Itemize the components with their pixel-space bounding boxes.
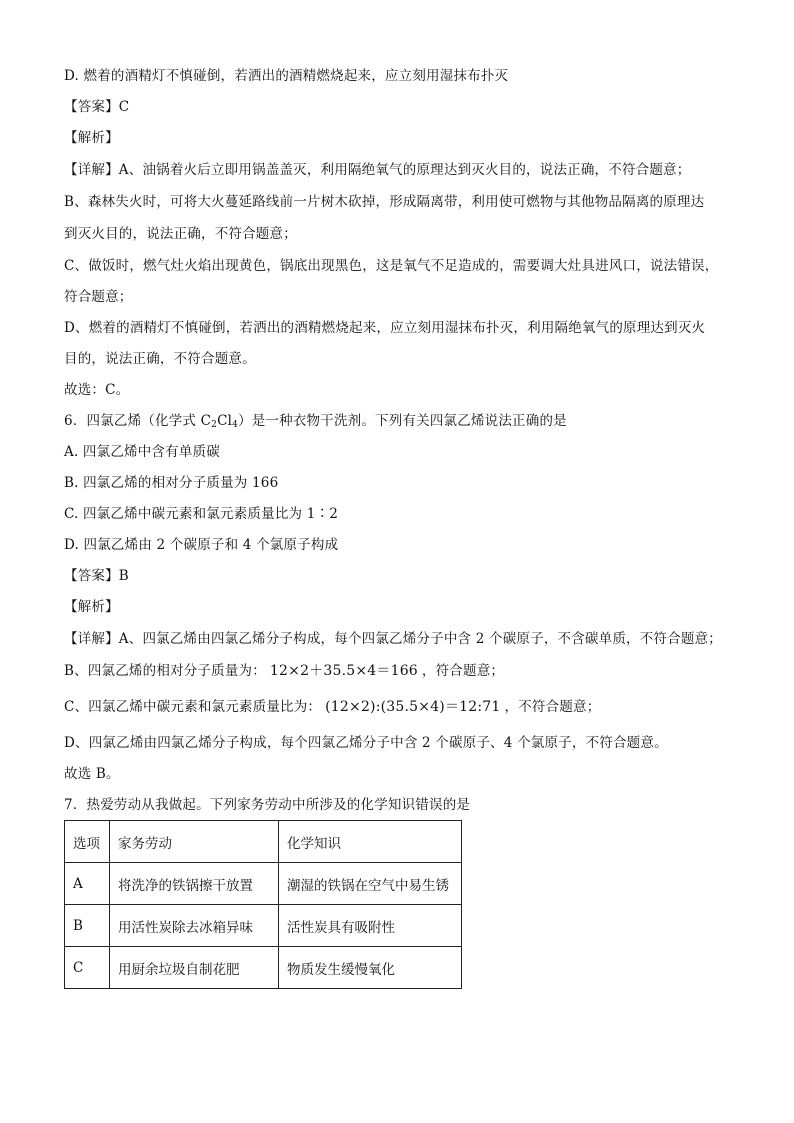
q5-option-d: D. 燃着的酒精灯不慎碰倒，若洒出的酒精燃烧起来，应立刻用湿抹布扑灭 bbox=[64, 68, 509, 84]
q5-detail-a: 【详解】A、油锅着火后立即用锅盖盖灭，利用隔绝氧气的原理达到灭火目的，说法正确，不符合题意； bbox=[64, 162, 691, 178]
table-cell: 潮湿的铁锅在空气中易生锈 bbox=[279, 863, 462, 905]
table-cell: 用活性炭除去冰箱异味 bbox=[110, 905, 279, 947]
q5-answer: 【答案】C bbox=[64, 99, 130, 115]
table-header-cell: 家务劳动 bbox=[110, 821, 279, 863]
q7-stem: 7．热爱劳动从我做起。下列家务劳动中所涉及的化学知识错误的是 bbox=[64, 797, 471, 813]
q6-detail-c-formula: (12×2):(35.5×4)＝12:71 bbox=[325, 699, 501, 715]
q6-stem bbox=[64, 411, 744, 435]
q5-detail-b-line1: B、森林失火时，可将大火蔓延路线前一片树木砍掉，形成隔离带，利用使可燃物与其他物品隔离的原理达 bbox=[64, 194, 705, 210]
q6-option-b: B. 四氯乙烯的相对分子质量为 166 bbox=[64, 475, 279, 491]
table-header-row bbox=[65, 821, 462, 863]
q6-stem-mid: Cl bbox=[217, 413, 233, 429]
q6-detail-c bbox=[64, 697, 744, 717]
table-cell: 物质发生缓慢氧化 bbox=[279, 947, 462, 989]
table-cell: 用厨余垃圾自制花肥 bbox=[110, 947, 279, 989]
q6-detail-c-post: ，不符合题意； bbox=[504, 699, 601, 715]
q6-conclusion: 故选 B。 bbox=[64, 766, 120, 782]
table-cell: A bbox=[65, 863, 110, 905]
q6-stem-sub1: 2 bbox=[211, 420, 218, 430]
q5-detail-b-line2: 到灭火目的，说法正确，不符合题意； bbox=[64, 226, 297, 242]
q6-option-a: A. 四氯乙烯中含有单质碳 bbox=[64, 444, 220, 460]
q6-detail-b-formula: 12×2＋35.5×4＝166 bbox=[269, 663, 418, 679]
q6-detail-d: D、四氯乙烯由四氯乙烯分子构成，每个四氯乙烯分子中含 2 个碳原子、4 个氯原子，不符合题意。 bbox=[64, 735, 668, 751]
q5-detail-d-line2: 目的，说法正确，不符合题意。 bbox=[64, 351, 256, 367]
q5-detail-c-line1: C、做饭时，燃气灶火焰出现黄色，锅底出现黑色，这是氧气不足造成的，需要调大灶具进风口，说法错误， bbox=[64, 258, 719, 274]
table-header-cell: 化学知识 bbox=[279, 821, 462, 863]
table-header-cell: 选项 bbox=[65, 821, 110, 863]
table-cell: 将洗净的铁锅擦干放置 bbox=[110, 863, 279, 905]
table-row bbox=[65, 863, 462, 905]
q5-detail-d-line1: D、燃着的酒精灯不慎碰倒，若洒出的酒精燃烧起来，应立刻用湿抹布扑灭，利用隔绝氧气的原理达到灭火 bbox=[64, 320, 706, 336]
q6-detail-a: 【详解】A、四氯乙烯由四氯乙烯分子构成，每个四氯乙烯分子中含 2 个碳原子，不含碳单质，不符合题意； bbox=[64, 631, 722, 647]
table-row bbox=[65, 905, 462, 947]
q6-option-d: D. 四氯乙烯由 2 个碳原子和 4 个氯原子构成 bbox=[64, 537, 339, 553]
q6-stem-post: ）是一种衣物干洗剂。下列有关四氯乙烯说法正确的是 bbox=[238, 413, 567, 429]
q5-conclusion: 故选：C。 bbox=[64, 382, 130, 398]
q6-answer: 【答案】B bbox=[64, 568, 129, 584]
q6-option-c: C. 四氯乙烯中碳元素和氯元素质量比为 1∶2 bbox=[64, 506, 338, 522]
table-row bbox=[65, 947, 462, 989]
q6-detail-b-post: ，符合题意； bbox=[421, 663, 505, 679]
q5-detail-c-line2: 符合题意； bbox=[64, 289, 133, 305]
q6-stem-sub2: 4 bbox=[232, 420, 239, 430]
q6-detail-b bbox=[64, 661, 744, 681]
table-cell: B bbox=[65, 905, 110, 947]
q7-options-table bbox=[64, 820, 462, 989]
table-cell: 活性炭具有吸附性 bbox=[279, 905, 462, 947]
q6-analysis-label: 【解析】 bbox=[64, 599, 119, 615]
table-cell: C bbox=[65, 947, 110, 989]
q6-stem-pre: 6．四氯乙烯（化学式 C bbox=[64, 413, 212, 429]
q5-analysis-label: 【解析】 bbox=[64, 130, 119, 146]
q6-detail-b-pre: B、四氯乙烯的相对分子质量为： bbox=[64, 663, 266, 679]
q6-detail-c-pre: C、四氯乙烯中碳元素和氯元素质量比为： bbox=[64, 699, 322, 715]
